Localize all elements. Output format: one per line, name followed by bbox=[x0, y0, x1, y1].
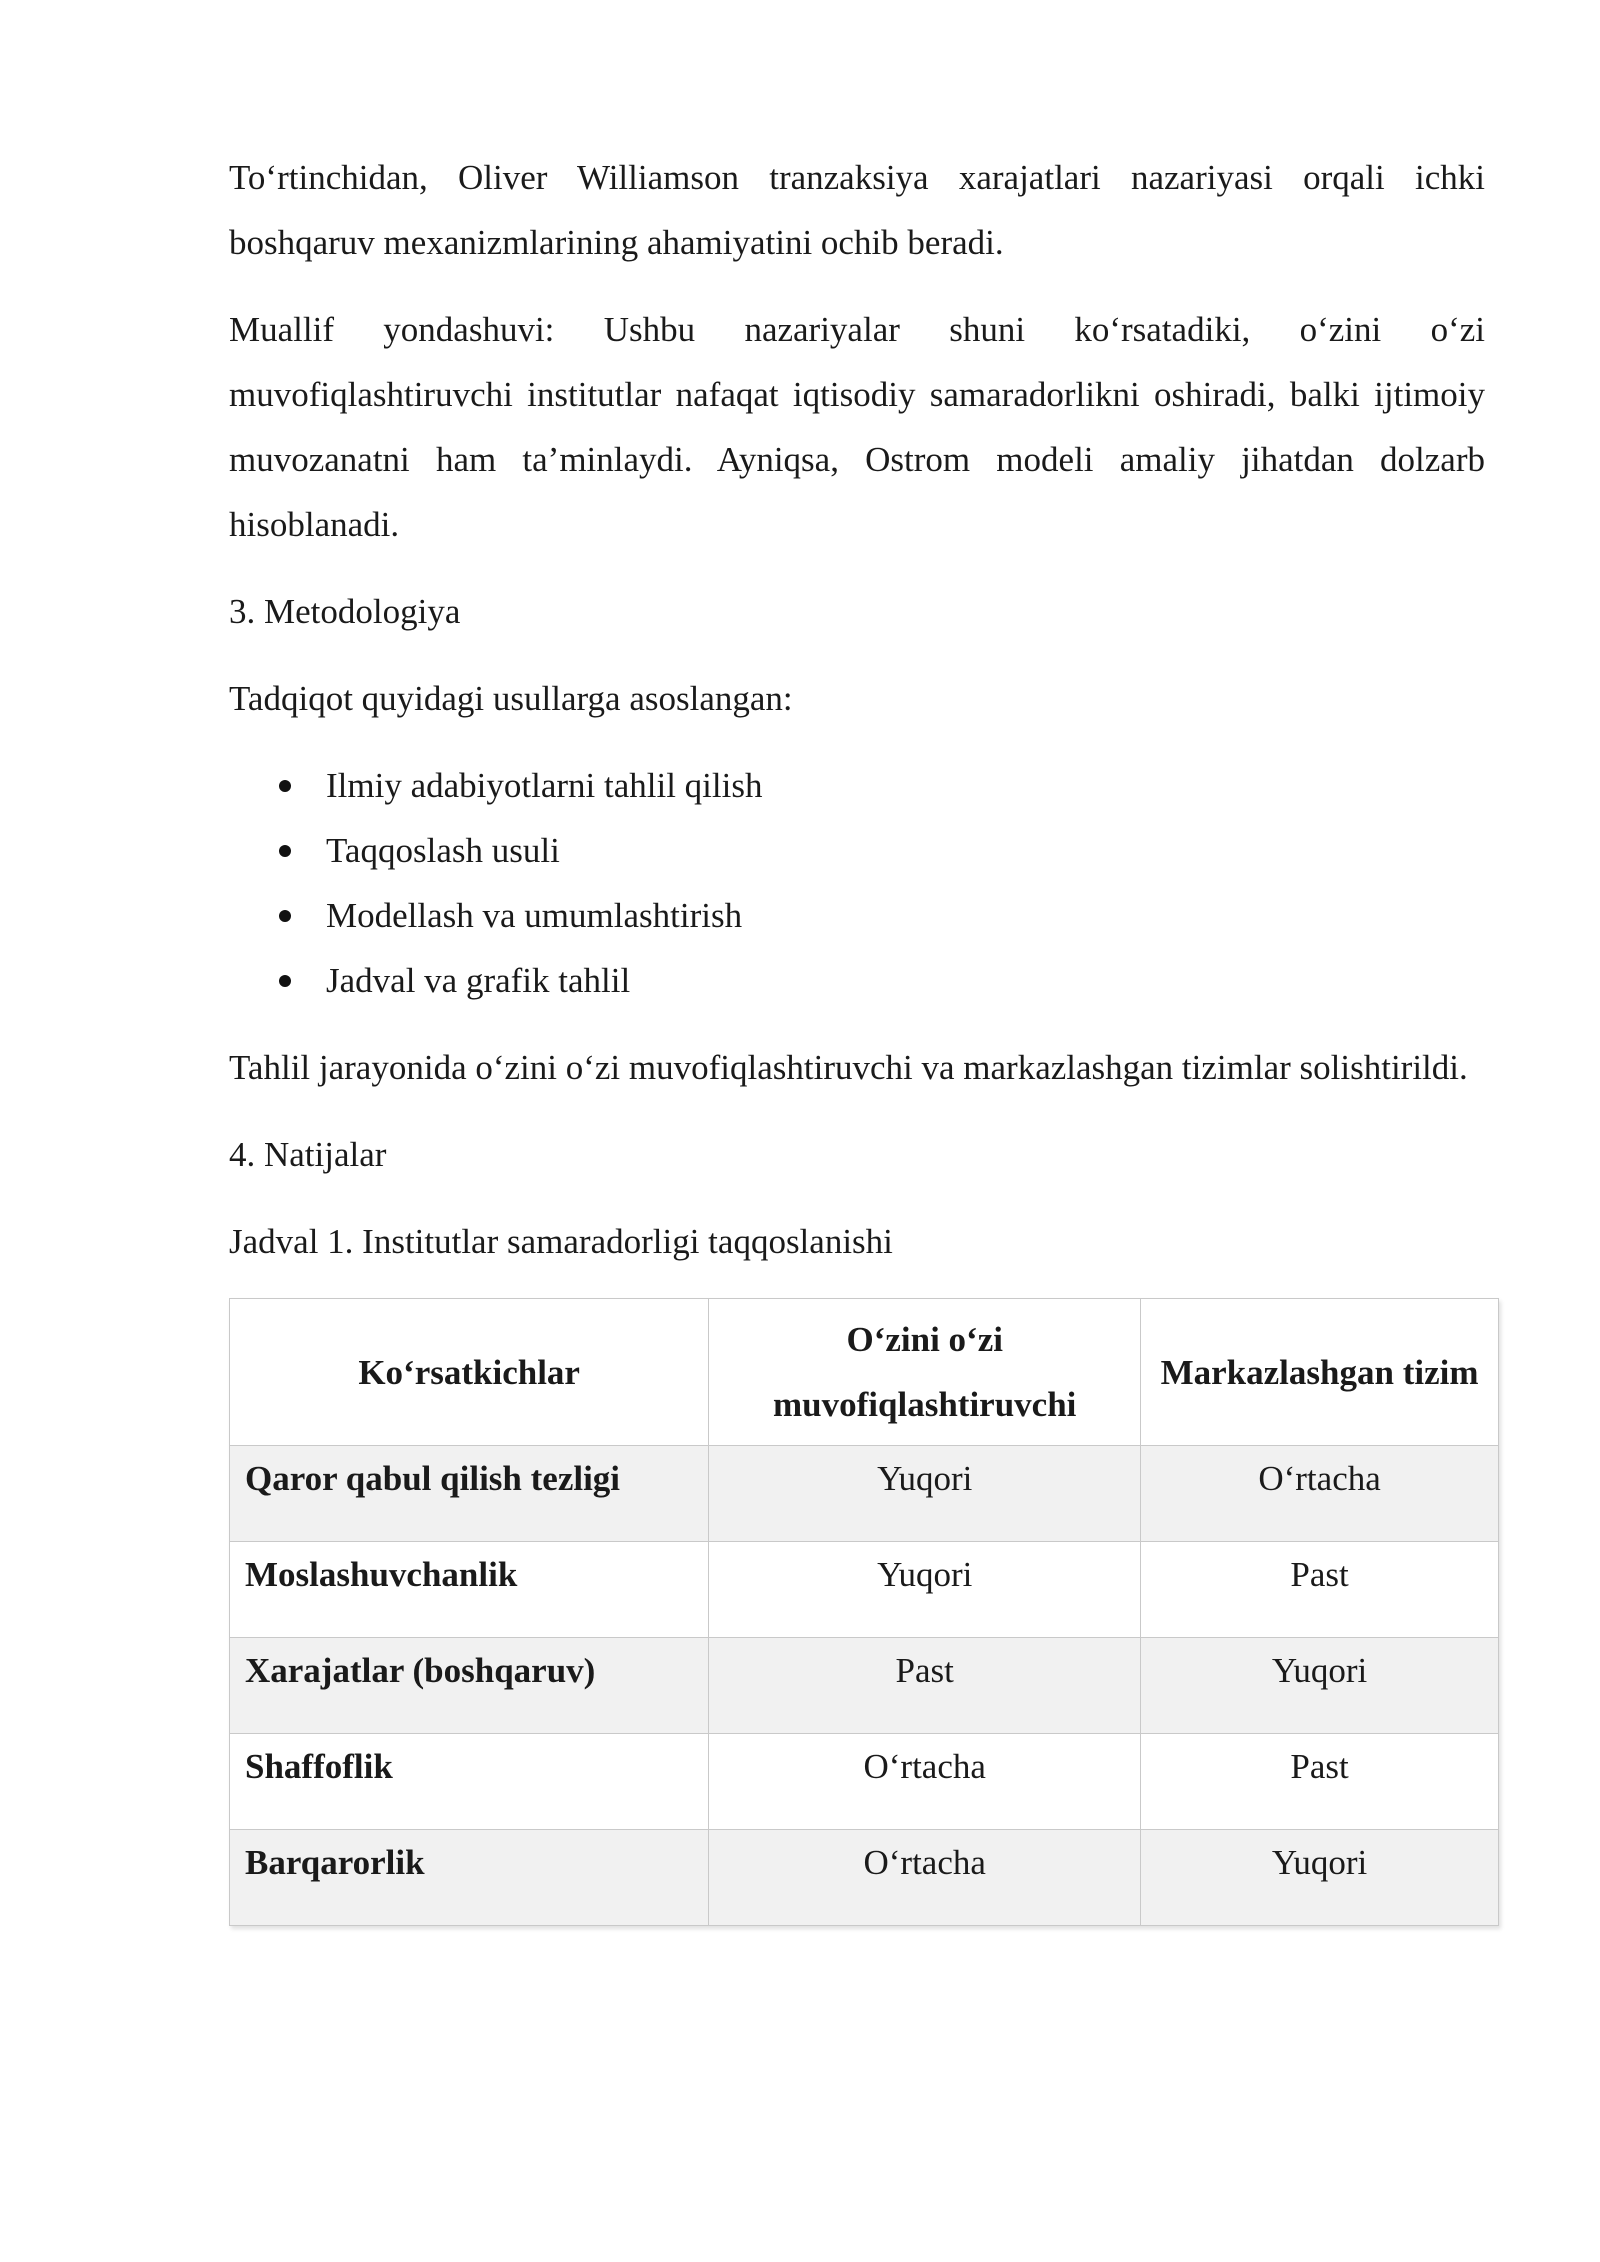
list-item bbox=[229, 948, 1485, 1013]
column-header-centralized: Markazlashgan tizim bbox=[1141, 1299, 1499, 1446]
cell-value: Past bbox=[1141, 1734, 1499, 1830]
row-label: Moslashuvchanlik bbox=[230, 1542, 709, 1638]
list-item-text: Ilmiy adabiyotlarni tahlil qilish bbox=[326, 766, 763, 805]
row-label: Qaror qabul qilish tezligi bbox=[230, 1446, 709, 1542]
list-item bbox=[229, 818, 1485, 883]
list-item bbox=[229, 753, 1485, 818]
cell-value: Yuqori bbox=[709, 1542, 1141, 1638]
bullet-icon bbox=[279, 780, 291, 792]
column-header-indicators: Ko‘rsatkichlar bbox=[230, 1299, 709, 1446]
cell-value: Past bbox=[709, 1638, 1141, 1734]
column-header-self-coordinating: O‘zini o‘zi muvofiqlashtiruvchi bbox=[709, 1299, 1141, 1446]
table-header-row bbox=[230, 1299, 1499, 1446]
cell-value: O‘rtacha bbox=[709, 1830, 1141, 1926]
methods-list bbox=[229, 753, 1485, 1013]
bullet-icon bbox=[279, 910, 291, 922]
list-item-text: Modellash va umumlashtirish bbox=[326, 896, 743, 935]
table-row bbox=[230, 1446, 1499, 1542]
cell-value: Yuqori bbox=[1141, 1638, 1499, 1734]
table-row bbox=[230, 1542, 1499, 1638]
cell-value: Yuqori bbox=[709, 1446, 1141, 1542]
cell-value: Yuqori bbox=[1141, 1830, 1499, 1926]
table-row bbox=[230, 1830, 1499, 1926]
paragraph-analysis: Tahlil jarayonida o‘zini o‘zi muvofiqlashtiruvchi va markazlashgan tizimlar solishtirildi. bbox=[229, 1048, 1468, 1087]
cell-value: O‘rtacha bbox=[709, 1734, 1141, 1830]
cell-value: Past bbox=[1141, 1542, 1499, 1638]
cell-value: O‘rtacha bbox=[1141, 1446, 1499, 1542]
list-item-text: Taqqoslash usuli bbox=[326, 831, 560, 870]
table-row bbox=[230, 1638, 1499, 1734]
section-heading-methodology: 3. Metodologiya bbox=[229, 592, 461, 631]
bullet-icon bbox=[279, 845, 291, 857]
bullet-icon bbox=[279, 975, 291, 987]
comparison-table bbox=[229, 1298, 1499, 1926]
document-page bbox=[229, 145, 1485, 1926]
methods-intro: Tadqiqot quyidagi usullarga asoslangan: bbox=[229, 679, 793, 718]
row-label: Barqarorlik bbox=[230, 1830, 709, 1926]
row-label: Xarajatlar (boshqaruv) bbox=[230, 1638, 709, 1734]
row-label: Shaffoflik bbox=[230, 1734, 709, 1830]
table-caption: Jadval 1. Institutlar samaradorligi taqqoslanishi bbox=[229, 1222, 893, 1261]
list-item bbox=[229, 883, 1485, 948]
paragraph-williamson: To‘rtinchidan, Oliver Williamson tranzaksiya xarajatlari nazariyasi orqali ichki boshqaruv mexanizmlarining ahamiyatini ochib beradi. bbox=[229, 158, 1485, 262]
paragraph-author-approach: Muallif yondashuvi: Ushbu nazariyalar shuni ko‘rsatadiki, o‘zini o‘zi muvofiqlashtiruvchi institutlar nafaqat iqtisodiy samaradorlikni oshiradi, balki ijtimoiy muvozanatni ham ta’minlaydi. Ayniqsa, Ostrom modeli amaliy jihatdan dolzarb hisoblanadi. bbox=[229, 310, 1485, 544]
section-heading-results: 4. Natijalar bbox=[229, 1135, 387, 1174]
list-item-text: Jadval va grafik tahlil bbox=[326, 961, 631, 1000]
table-row bbox=[230, 1734, 1499, 1830]
